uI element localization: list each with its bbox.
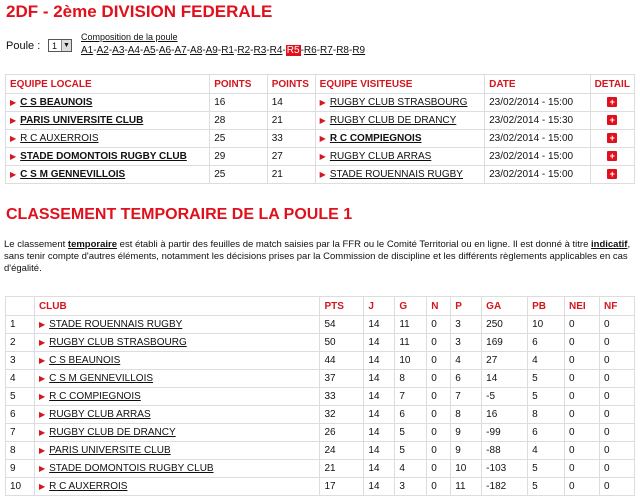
club-link[interactable]: PARIS UNIVERSITE CLUB (49, 445, 171, 456)
poule-nav (81, 45, 365, 56)
stat-cell: 26 (320, 424, 364, 442)
standings-header: GA (482, 297, 528, 316)
classement-note: Le classement temporaire est établi à partir des feuilles de match saisies par la FFR ou le Comité Territorial ou en ligne. Il est donné à titre indicatif, sans tenir compte d'autres éléments, notamment les décisions prises par la Commission de discipline et les différents règlements applicables en cas d'égalité. (4, 239, 631, 274)
club-link[interactable]: R C AUXERROIS (49, 481, 128, 492)
page-title: 2DF - 2ème DIVISION FEDERALE (6, 2, 273, 21)
caret-right-icon: ▶ (10, 98, 17, 107)
stat-cell: 0 (599, 460, 634, 478)
poule-link-r7[interactable]: R7 (320, 45, 333, 56)
stat-cell: 0 (599, 316, 634, 334)
poule-link-separator: - (202, 45, 206, 56)
stat-cell: 0 (565, 334, 600, 352)
club-cell (34, 334, 320, 352)
poule-link-separator: - (155, 45, 159, 56)
standings-row (6, 388, 635, 406)
stat-cell: -103 (482, 460, 528, 478)
stat-cell: 24 (320, 442, 364, 460)
stat-cell: 5 (395, 442, 427, 460)
stat-cell: 5 (528, 478, 565, 496)
poule-link-r5[interactable]: R5 (286, 45, 300, 56)
away-team-cell (315, 94, 484, 112)
poule-link-separator: - (234, 45, 238, 56)
away-team-cell (315, 166, 484, 184)
stat-cell: 0 (427, 352, 451, 370)
indicatif-link[interactable]: indicatif (591, 239, 628, 250)
rank-cell: 3 (6, 352, 35, 370)
poule-link-a1[interactable]: A1 (81, 45, 94, 56)
stat-cell: 8 (395, 370, 427, 388)
poule-link-separator: - (282, 45, 286, 56)
standings-row (6, 424, 635, 442)
stat-cell: 0 (427, 370, 451, 388)
standings-row (6, 334, 635, 352)
club-cell (34, 388, 320, 406)
stat-cell: 6 (528, 424, 565, 442)
stat-cell: 0 (599, 478, 634, 496)
standings-header: PB (528, 297, 565, 316)
club-cell (34, 442, 320, 460)
stat-cell: 10 (528, 316, 565, 334)
match-row (6, 130, 635, 148)
stat-cell: 250 (482, 316, 528, 334)
stat-cell: 0 (427, 334, 451, 352)
poule-link-separator: - (250, 45, 254, 56)
caret-right-icon: ▶ (10, 170, 17, 179)
caret-right-icon: ▶ (319, 170, 326, 179)
poule-link-a4[interactable]: A4 (127, 45, 140, 56)
away-team-link[interactable]: RUGBY CLUB DE DRANCY (329, 115, 457, 126)
away-points: 14 (267, 94, 315, 112)
poule-link-separator: - (348, 45, 353, 56)
poule-link-r6[interactable]: R6 (303, 45, 317, 56)
rank-cell: 7 (6, 424, 35, 442)
stat-cell: 11 (395, 334, 427, 352)
stat-cell: 5 (395, 424, 427, 442)
away-team-link[interactable]: STADE ROUENNAIS RUGBY (329, 169, 463, 180)
poule-link-separator: - (300, 45, 304, 56)
away-team-cell (315, 112, 484, 130)
standings-header (6, 297, 35, 316)
stat-cell: -99 (482, 424, 528, 442)
club-link[interactable]: C S BEAUNOIS (49, 355, 121, 366)
stat-cell: 14 (364, 406, 395, 424)
caret-right-icon: ▶ (319, 152, 326, 161)
stat-cell: 33 (320, 388, 364, 406)
detail-cell (590, 130, 634, 148)
rank-cell: 8 (6, 442, 35, 460)
home-team-link[interactable]: C S BEAUNOIS (20, 97, 93, 108)
poule-link-separator: - (108, 45, 113, 56)
club-link[interactable]: RUGBY CLUB ARRAS (49, 409, 151, 420)
stat-cell: 11 (451, 478, 482, 496)
poule-link-separator: - (171, 45, 175, 56)
home-team-link[interactable]: STADE DOMONTOIS RUGBY CLUB (20, 151, 187, 162)
matches-header: POINTS (267, 75, 315, 94)
rank-cell: 5 (6, 388, 35, 406)
stat-cell: 0 (427, 424, 451, 442)
poule-link-separator: - (186, 45, 191, 56)
stat-cell: 0 (565, 388, 600, 406)
stat-cell: 5 (528, 370, 565, 388)
home-points: 16 (210, 94, 268, 112)
detail-cell (590, 112, 634, 130)
stat-cell: 0 (599, 442, 634, 460)
stat-cell: 27 (482, 352, 528, 370)
match-date: 23/02/2014 - 15:00 (485, 166, 590, 184)
match-row (6, 166, 635, 184)
standings-table (5, 296, 635, 496)
detail-cell (590, 148, 634, 166)
classement-title: CLASSEMENT TEMPORAIRE DE LA POULE 1 (6, 206, 353, 223)
stat-cell: 6 (395, 406, 427, 424)
rank-cell: 10 (6, 478, 35, 496)
stat-cell: 0 (599, 352, 634, 370)
stat-cell: 0 (565, 442, 600, 460)
stat-cell: 14 (364, 460, 395, 478)
stat-cell: 0 (565, 406, 600, 424)
poule-link-a8[interactable]: A8 (190, 45, 203, 56)
poule-link-separator: - (316, 45, 321, 56)
home-team-link[interactable]: R C AUXERROIS (20, 133, 99, 144)
stat-cell: 37 (320, 370, 364, 388)
away-team-cell (315, 130, 484, 148)
match-date: 23/02/2014 - 15:30 (485, 112, 590, 130)
stat-cell: 3 (395, 478, 427, 496)
poule-link-separator: - (266, 45, 270, 56)
stat-cell: 0 (599, 406, 634, 424)
standings-row (6, 406, 635, 424)
stat-cell: 14 (364, 424, 395, 442)
match-date: 23/02/2014 - 15:00 (485, 94, 590, 112)
stat-cell: 32 (320, 406, 364, 424)
stat-cell: 10 (451, 460, 482, 478)
stat-cell: 7 (395, 388, 427, 406)
stat-cell: 3 (451, 316, 482, 334)
club-cell (34, 460, 320, 478)
match-date: 23/02/2014 - 15:00 (485, 130, 590, 148)
detail-cell (590, 166, 634, 184)
standings-header: PTS (320, 297, 364, 316)
club-link[interactable]: C S M GENNEVILLOIS (49, 373, 154, 384)
standings-header: NF (599, 297, 634, 316)
stat-cell: 0 (427, 406, 451, 424)
plus-icon[interactable]: + (607, 133, 617, 143)
poule-link-a7[interactable]: A7 (174, 45, 187, 56)
caret-right-icon: ▶ (38, 338, 46, 347)
home-team-link[interactable]: PARIS UNIVERSITE CLUB (20, 115, 144, 126)
standings-header: N (427, 297, 451, 316)
rank-cell: 4 (6, 370, 35, 388)
caret-right-icon: ▶ (38, 482, 46, 491)
caret-right-icon: ▶ (319, 134, 326, 143)
rank-cell: 1 (6, 316, 35, 334)
stat-cell: 21 (320, 460, 364, 478)
poule-link-r9[interactable]: R9 (352, 45, 366, 56)
poule-link-separator: - (139, 45, 144, 56)
stat-cell: 17 (320, 478, 364, 496)
stat-cell: 11 (395, 316, 427, 334)
plus-icon[interactable]: + (607, 97, 617, 107)
club-cell (34, 316, 320, 334)
matches-table (5, 74, 635, 184)
club-link[interactable]: R C COMPIEGNOIS (49, 391, 141, 402)
stat-cell: 14 (482, 370, 528, 388)
stat-cell: 0 (427, 316, 451, 334)
plus-icon[interactable]: + (607, 151, 617, 161)
home-points: 29 (210, 148, 268, 166)
caret-right-icon: ▶ (319, 116, 326, 125)
matches-header: EQUIPE VISITEUSE (315, 75, 484, 94)
club-cell (34, 478, 320, 496)
club-link[interactable]: STADE ROUENNAIS RUGBY (49, 319, 183, 330)
stat-cell: 0 (599, 334, 634, 352)
stat-cell: 0 (565, 460, 600, 478)
club-link[interactable]: RUGBY CLUB STRASBOURG (49, 337, 187, 348)
home-team-cell (6, 166, 210, 184)
matches-header: DETAIL (590, 75, 634, 94)
stat-cell: 14 (364, 388, 395, 406)
stat-cell: 0 (427, 388, 451, 406)
stat-cell: -88 (482, 442, 528, 460)
composition-link[interactable]: Composition de la poule (81, 32, 178, 42)
caret-right-icon: ▶ (10, 116, 17, 125)
poule-link-r2[interactable]: R2 (237, 45, 251, 56)
away-points: 33 (267, 130, 315, 148)
away-points: 21 (267, 112, 315, 130)
stat-cell: 14 (364, 370, 395, 388)
caret-right-icon: ▶ (38, 356, 46, 365)
matches-header: POINTS (210, 75, 268, 94)
away-team-cell (315, 148, 484, 166)
poule-link-a6[interactable]: A6 (158, 45, 172, 56)
standings-header: NEI (565, 297, 600, 316)
stat-cell: 4 (528, 352, 565, 370)
caret-right-icon: ▶ (38, 392, 46, 401)
home-team-cell (6, 148, 210, 166)
matches-header: EQUIPE LOCALE (6, 75, 210, 94)
stat-cell: 14 (364, 442, 395, 460)
stat-cell: 5 (528, 460, 565, 478)
home-points: 25 (210, 130, 268, 148)
away-team-link[interactable]: RUGBY CLUB ARRAS (329, 151, 432, 162)
standings-row (6, 478, 635, 496)
stat-cell: 0 (427, 442, 451, 460)
stat-cell: 0 (565, 424, 600, 442)
stat-cell: 50 (320, 334, 364, 352)
away-team-link[interactable]: R C COMPIEGNOIS (329, 133, 422, 144)
away-points: 21 (267, 166, 315, 184)
poule-select[interactable] (48, 39, 72, 52)
stat-cell: 44 (320, 352, 364, 370)
poule-label: Poule : (6, 40, 41, 52)
away-team-link[interactable]: RUGBY CLUB STRASBOURG (329, 97, 468, 108)
caret-right-icon: ▶ (38, 320, 46, 329)
plus-icon[interactable]: + (607, 115, 617, 125)
rank-cell: 2 (6, 334, 35, 352)
stat-cell: 0 (599, 370, 634, 388)
club-link[interactable]: RUGBY CLUB DE DRANCY (49, 427, 176, 438)
matches-header: DATE (485, 75, 590, 94)
caret-right-icon: ▶ (38, 428, 46, 437)
caret-right-icon: ▶ (10, 134, 17, 143)
rank-cell: 6 (6, 406, 35, 424)
home-points: 28 (210, 112, 268, 130)
club-cell (34, 352, 320, 370)
club-cell (34, 370, 320, 388)
poule-link-a9[interactable]: A9 (205, 45, 218, 56)
stat-cell: 0 (565, 316, 600, 334)
poule-link-r8[interactable]: R8 (336, 45, 349, 56)
poule-link-separator: - (332, 45, 337, 56)
stat-cell: 0 (565, 370, 600, 388)
stat-cell: -182 (482, 478, 528, 496)
stat-cell: 0 (565, 352, 600, 370)
poule-link-r3[interactable]: R3 (253, 45, 267, 56)
standings-header: P (451, 297, 482, 316)
club-cell (34, 424, 320, 442)
caret-right-icon: ▶ (319, 98, 326, 107)
caret-right-icon: ▶ (38, 374, 46, 383)
stat-cell: 4 (395, 460, 427, 478)
poule-link-a2[interactable]: A2 (96, 45, 109, 56)
rank-cell: 9 (6, 460, 35, 478)
stat-cell: 9 (451, 442, 482, 460)
stat-cell: 4 (451, 352, 482, 370)
stat-cell: 4 (528, 442, 565, 460)
stat-cell: 8 (451, 406, 482, 424)
standings-row (6, 442, 635, 460)
home-team-link[interactable]: C S M GENNEVILLOIS (20, 169, 126, 180)
stat-cell: -5 (482, 388, 528, 406)
stat-cell: 5 (528, 388, 565, 406)
stat-cell: 16 (482, 406, 528, 424)
stat-cell: 169 (482, 334, 528, 352)
caret-right-icon: ▶ (38, 464, 46, 473)
stat-cell: 0 (599, 424, 634, 442)
stat-cell: 8 (528, 406, 565, 424)
home-team-cell (6, 94, 210, 112)
match-date: 23/02/2014 - 15:00 (485, 148, 590, 166)
detail-cell (590, 94, 634, 112)
stat-cell: 54 (320, 316, 364, 334)
poule-link-a5[interactable]: A5 (143, 45, 156, 56)
standings-row (6, 460, 635, 478)
standings-row (6, 352, 635, 370)
stat-cell: 14 (364, 478, 395, 496)
stat-cell: 0 (565, 478, 600, 496)
stat-cell: 6 (451, 370, 482, 388)
match-row (6, 112, 635, 130)
poule-link-a3[interactable]: A3 (112, 45, 125, 56)
standings-header: CLUB (34, 297, 320, 316)
stat-cell: 9 (451, 424, 482, 442)
poule-link-r1[interactable]: R1 (221, 45, 234, 56)
caret-right-icon: ▶ (38, 410, 46, 419)
standings-row (6, 370, 635, 388)
poule-link-separator: - (124, 45, 128, 56)
poule-link-separator: - (217, 45, 222, 56)
poule-select-value: 1 (52, 41, 58, 51)
caret-right-icon: ▶ (38, 446, 46, 455)
stat-cell: 0 (599, 388, 634, 406)
standings-row (6, 316, 635, 334)
stat-cell: 0 (427, 460, 451, 478)
standings-header: G (395, 297, 427, 316)
stat-cell: 0 (427, 478, 451, 496)
stat-cell: 10 (395, 352, 427, 370)
stat-cell: 7 (451, 388, 482, 406)
poule-link-r4[interactable]: R4 (269, 45, 283, 56)
poule-link-separator: - (93, 45, 97, 56)
club-link[interactable]: STADE DOMONTOIS RUGBY CLUB (49, 463, 214, 474)
match-row (6, 148, 635, 166)
chevron-down-icon: ▼ (61, 40, 71, 51)
home-points: 25 (210, 166, 268, 184)
caret-right-icon: ▶ (10, 152, 17, 161)
standings-header: J (364, 297, 395, 316)
match-row (6, 94, 635, 112)
stat-cell: 6 (528, 334, 565, 352)
home-team-cell (6, 130, 210, 148)
temporaire-link[interactable]: temporaire (67, 239, 118, 250)
plus-icon[interactable]: + (607, 169, 617, 179)
stat-cell: 14 (364, 352, 395, 370)
club-cell (34, 406, 320, 424)
stat-cell: 14 (364, 316, 395, 334)
stat-cell: 3 (451, 334, 482, 352)
home-team-cell (6, 112, 210, 130)
stat-cell: 14 (364, 334, 395, 352)
away-points: 27 (267, 148, 315, 166)
